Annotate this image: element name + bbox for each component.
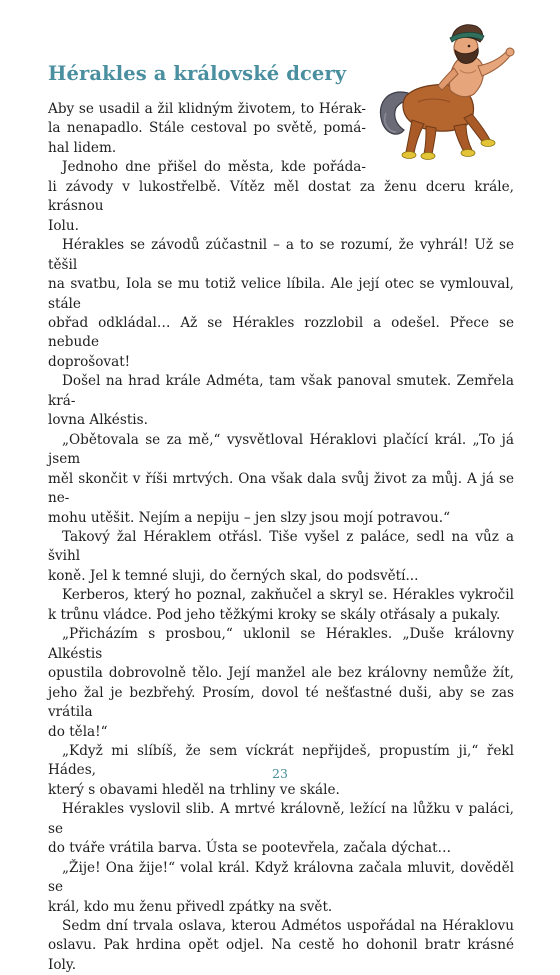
text-line: do tváře vrátila barva. Ústa se pootevřela, začala dýchat… — [48, 840, 452, 857]
text-line: li závody v lukostřelbě. Vítěz měl dostat za ženu dceru krále, krásnou — [48, 178, 514, 215]
text-line: na svatbu, Iola se mu totiž velice líbila. Ale její otec se vymlouval, stále — [48, 276, 514, 312]
text-line: Došel na hrad krále Adméta, tam však panoval smutek. Zemřela krá- — [48, 373, 514, 409]
paragraph — [48, 528, 514, 586]
text-line: Takový žal Héraklem otřásl. Tiše vyšel z paláce, sedl na vůz a švihl — [48, 528, 514, 565]
text-line: mohu utěšit. Nejím a nepiju – jen slzy jsou mojí potravou.“ — [48, 509, 451, 526]
paragraph — [48, 917, 514, 975]
story-text — [48, 100, 514, 975]
text-line: jeho žal je bezbřehý. Prosím, dovol té nešťastné duši, aby se zas vrátila — [48, 684, 514, 721]
paragraph — [48, 236, 514, 372]
text-line: Hérakles vyslovil slib. A mrtvé královně, ležící na lůžku v paláci, se — [48, 801, 514, 837]
paragraph — [48, 431, 514, 528]
text-line: obřad odkládal… Až se Hérakles rozzlobil a odešel. Přece se nebude — [48, 314, 514, 351]
text-line: král, kdo mu ženu přivedl zpátky na svět. — [48, 898, 333, 915]
page-title: Hérakles a královské dcery — [48, 62, 347, 85]
text-line: Sedm dní trvala oslava, kterou Admétos uspořádal na Héraklovu — [62, 918, 514, 935]
page-number: 23 — [272, 766, 288, 781]
paragraph — [48, 586, 514, 625]
paragraph — [48, 100, 514, 158]
text-line: Aby se usadil a žil klidným životem, to Hérak- — [48, 101, 366, 117]
paragraph — [48, 158, 514, 236]
text-line: koně. Jel k temné sluji, do černých skal, do podsvětí... — [48, 567, 419, 584]
text-line: který s obavami hleděl na trhliny ve skále. — [48, 781, 340, 798]
text-line: „Obětovala se za mě,“ vysvětloval Héraklovi plačící král. „To já jsem — [48, 431, 514, 468]
text-line: Jednoho dne přišel do města, kde pořáda- — [62, 159, 366, 176]
paragraph — [48, 859, 514, 917]
text-line: do těla!“ — [48, 723, 108, 740]
text-line: „Žije! Ona žije!“ volal král. Když královna začala mluvit, dověděl se — [48, 859, 514, 896]
text-line: „Přicházím s prosbou,“ uklonil se Hérakles. „Duše královny Alkéstis — [48, 626, 514, 662]
text-line: „Když mi slíbíš, že sem víckrát nepřijdeš, propustím ji,“ řekl Hádes, — [48, 742, 514, 779]
text-line: oslavu. Pak hrdina opět odjel. Na cestě ho dohonil bratr krásné Ioly. — [48, 937, 514, 973]
text-line: Kerberos, který ho poznal, zakňučel a skryl se. Hérakles vykročil — [62, 587, 514, 604]
text-line: opustila dobrovolně tělo. Její manžel ale bez královny nemůže žít, — [48, 665, 514, 682]
text-line: hal lidem. — [48, 139, 117, 156]
paragraph — [48, 800, 514, 858]
paragraph — [48, 372, 514, 430]
text-line: k trůnu vládce. Pod jeho těžkými kroky se skály otřásaly a pukaly. — [48, 606, 501, 623]
text-line: doprošovat! — [48, 353, 131, 370]
text-line: lovna Alkéstis. — [48, 412, 148, 429]
text-line: Hérakles se závodů zúčastnil – a to se rozumí, že vyhrál! Už se těšil — [48, 237, 514, 273]
text-line: měl skončit v říši mrtvých. Ona však dala svůj život za můj. A já se ne- — [48, 470, 514, 507]
text-line: la nenapadlo. Stále cestoval po světě, pomá- — [48, 120, 366, 137]
text-line: Iolu. — [48, 217, 79, 234]
paragraph — [48, 625, 514, 742]
